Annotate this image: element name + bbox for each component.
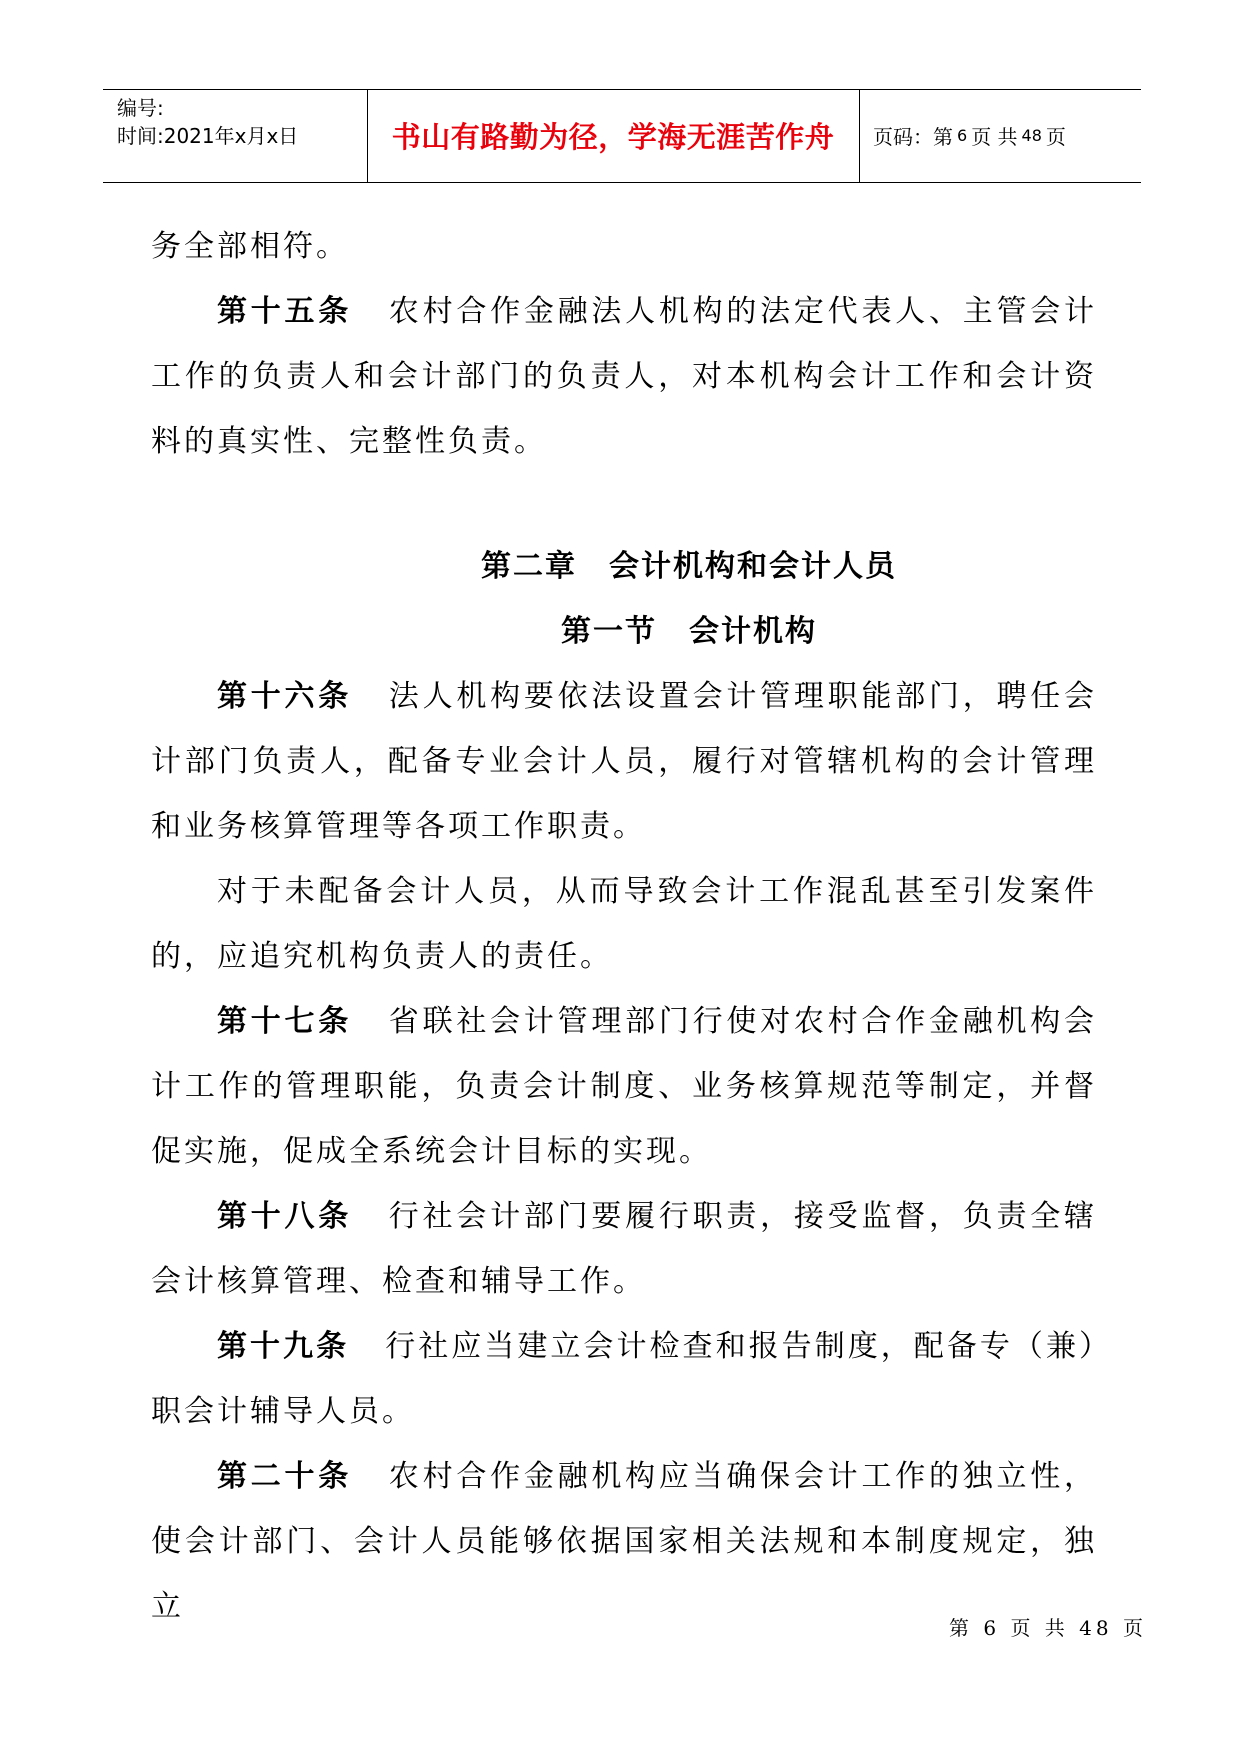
article-17-title: 第十七条 [217,1004,353,1039]
page-suffix: 页 [1045,125,1066,149]
header-page-info [873,88,1066,183]
article-19-title: 第十九条 [217,1329,350,1364]
article-16-text: 法人机构要依法设置会计管理职能部门，聘任会计部门负责人，配备专业会计人员，履行对管辖机构的会计管理和业务核算管理等各项工作职责。 [151,679,1098,844]
article-16-title: 第十六条 [217,679,353,714]
code-label: 编号: [117,96,164,120]
article-18 [151,1184,1097,1314]
page-current: 6 [957,126,968,145]
page-total: 48 [1021,126,1042,145]
article-20-title: 第二十条 [217,1459,353,1494]
article-19 [151,1314,1097,1444]
article-17 [151,989,1097,1184]
article-19-text: 行社应当建立会计检查和报告制度，配备专（兼）职会计辅导人员。 [151,1329,1098,1429]
header-meta [117,94,298,150]
article-16-paragraph-2: 对于未配备会计人员，从而导致会计工作混乱甚至引发案件的，应追究机构负责人的责任。 [151,874,1097,974]
page-prefix: 页码：第 [873,125,953,149]
article-15-title: 第十五条 [217,294,353,329]
document-body [151,214,1097,1639]
article-18-text: 行社会计部门要履行职责，接受监督，负责全辖会计核算管理、检查和辅导工作。 [151,1199,1098,1299]
article-20 [151,1444,1097,1639]
page-middle: 页 共 [971,125,1018,149]
time-label: 时间:2021年x月x日 [117,124,299,148]
article-17-text: 省联社会计管理部门行使对农村合作金融机构会计工作的管理职能，负责会计制度、业务核算规范等制定，并督促实施，促成全系统会计目标的实现。 [151,1004,1098,1169]
paragraph-continuation: 务全部相符。 [151,229,349,264]
page-footer: 第 6 页 共 48 页 [949,1616,1147,1640]
article-18-title: 第十八条 [217,1199,353,1234]
article-20-text: 农村合作金融机构应当确保会计工作的独立性，使会计部门、会计人员能够依据国家相关法规和本制度规定，独立 [151,1459,1098,1624]
article-15 [151,279,1097,474]
header-motto: 书山有路勤为径，学海无涯苦作舟 [391,120,835,154]
section-title: 第一节 会计机构 [561,614,817,649]
header-divider-right [859,89,860,182]
article-15-text: 农村合作金融法人机构的法定代表人、主管会计工作的负责人和会计部门的负责人，对本机构会计工作和会计资料的真实性、完整性负责。 [151,294,1098,459]
article-16 [151,664,1097,859]
page-header [103,88,1141,183]
chapter-title: 第二章 会计机构和会计人员 [481,549,897,584]
